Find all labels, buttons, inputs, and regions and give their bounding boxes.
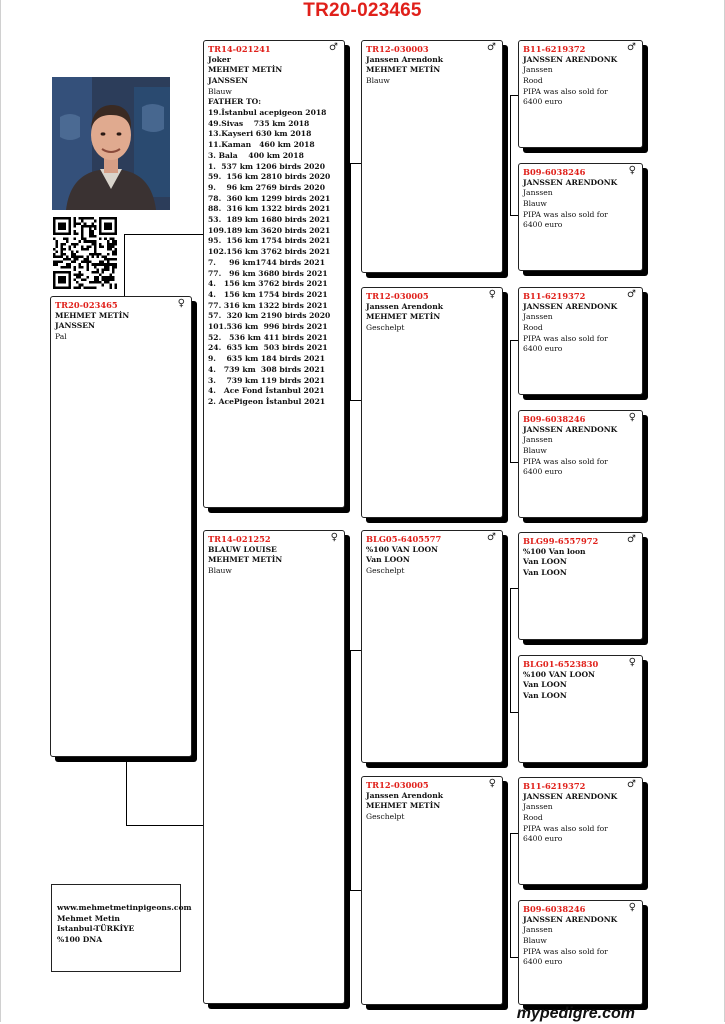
card-text-line: Van LOON bbox=[523, 680, 567, 690]
card-text-line: 24. 635 km 503 birds 2021 bbox=[208, 343, 328, 353]
card-text-line: Rood bbox=[523, 812, 543, 822]
card-text-line: 95. 156 km 1754 birds 2021 bbox=[208, 236, 331, 246]
card-text-line: JANSSEN ARENDONK bbox=[523, 54, 618, 64]
female-symbol-icon: ♀ bbox=[488, 778, 496, 789]
female-symbol-icon: ♀ bbox=[177, 298, 185, 309]
card-text-line: %100 VAN LOON bbox=[523, 669, 595, 679]
pedigree-card-sire-sire-sire[interactable] bbox=[518, 40, 643, 148]
ring-number: B11-6219372 bbox=[523, 44, 586, 54]
ring-number: BLG01-6523830 bbox=[523, 659, 599, 669]
breeder-name: Mehmet Metin bbox=[57, 913, 120, 923]
card-text-line: Janssen bbox=[523, 188, 553, 198]
card-text-line: Van LOON bbox=[523, 567, 567, 577]
pedigree-card-dam-dam[interactable] bbox=[361, 776, 503, 1005]
card-text-line: 13.Kayseri 630 km 2018 bbox=[208, 129, 312, 139]
card-text-line: Van LOON bbox=[366, 555, 410, 565]
card-text-line: Blauw bbox=[523, 935, 547, 945]
card-text-line: Janssen bbox=[523, 925, 553, 935]
ring-number: TR12-030005 bbox=[366, 780, 429, 790]
page-title: TR20-023465 bbox=[303, 0, 422, 21]
male-symbol-icon: ♂ bbox=[487, 42, 496, 53]
card-text-line: Janssen bbox=[523, 312, 553, 322]
card-text-line: JANSSEN ARENDONK bbox=[523, 424, 618, 434]
card-text-line: 6400 euro bbox=[523, 97, 563, 107]
card-text-line: 4. 156 km 3762 birds 2021 bbox=[208, 279, 328, 289]
card-text-line: 4. Ace Fond İstanbul 2021 bbox=[208, 386, 325, 396]
breeder-dna-note: %100 DNA bbox=[57, 934, 103, 944]
card-text-line: Rood bbox=[523, 322, 543, 332]
female-symbol-icon: ♀ bbox=[628, 902, 636, 913]
female-symbol-icon: ♀ bbox=[488, 289, 496, 300]
card-text-line: Blauw bbox=[208, 86, 232, 96]
card-text-line: Janssen bbox=[523, 435, 553, 445]
person-portrait-icon bbox=[52, 77, 170, 210]
card-text-line: JANSSEN ARENDONK bbox=[523, 301, 618, 311]
pedigree-card-dam-sire-dam[interactable] bbox=[518, 655, 643, 763]
card-text-line: Geschelpt bbox=[366, 811, 405, 821]
card-text-line: Blauw bbox=[523, 445, 547, 455]
card-text-line: PIPA was also sold for bbox=[523, 946, 608, 956]
card-text-line: JANSSEN ARENDONK bbox=[523, 914, 618, 924]
female-symbol-icon: ♀ bbox=[628, 165, 636, 176]
card-text-line: Janssen Arendonk bbox=[366, 54, 443, 64]
card-text-line: Blauw bbox=[366, 75, 390, 85]
card-text-line: 3. Bala 400 km 2018 bbox=[208, 150, 304, 160]
card-text-line: 77. 316 km 1322 birds 2021 bbox=[208, 300, 328, 310]
ring-number: TR14-021241 bbox=[208, 44, 271, 54]
card-text-line: Van LOON bbox=[523, 557, 567, 567]
brand-logo-text: mypedigre.com bbox=[516, 1005, 635, 1022]
pedigree-card-subject[interactable] bbox=[50, 296, 192, 757]
ring-number: B09-6038246 bbox=[523, 414, 586, 424]
male-symbol-icon: ♂ bbox=[329, 42, 338, 53]
card-text-line: Janssen bbox=[523, 802, 553, 812]
card-text-line: Janssen Arendonk bbox=[366, 790, 443, 800]
card-text-line: Joker bbox=[208, 54, 231, 64]
card-text-line: Rood bbox=[523, 75, 543, 85]
card-text-line: MEHMET METİN bbox=[366, 801, 441, 811]
card-text-line: 9. 96 km 2769 birds 2020 bbox=[208, 182, 325, 192]
male-symbol-icon: ♂ bbox=[487, 532, 496, 543]
pedigree-card-sire-sire[interactable] bbox=[361, 40, 503, 273]
ring-number: TR14-021252 bbox=[208, 534, 271, 544]
qr-code bbox=[53, 217, 117, 289]
ring-number: B11-6219372 bbox=[523, 781, 586, 791]
card-text-line: 78. 360 km 1299 birds 2021 bbox=[208, 193, 331, 203]
card-text-line: MEHMET METİN bbox=[55, 310, 130, 320]
pedigree-card-sire-sire-dam[interactable] bbox=[518, 163, 643, 271]
card-text-line: 6400 euro bbox=[523, 220, 563, 230]
card-text-line: 2. AcePigeon İstanbul 2021 bbox=[208, 397, 326, 406]
card-text-line: 9. 635 km 184 birds 2021 bbox=[208, 354, 325, 364]
card-text-line: Janssen bbox=[523, 65, 553, 75]
male-symbol-icon: ♂ bbox=[627, 289, 636, 300]
pedigree-card-dam-dam-dam[interactable] bbox=[518, 900, 643, 1005]
card-text-line: MEHMET METİN bbox=[208, 65, 283, 75]
ring-number: BLG99-6557972 bbox=[523, 536, 599, 546]
card-text-line: 109.189 km 3620 birds 2021 bbox=[208, 225, 331, 235]
card-text-line: Van LOON bbox=[523, 690, 567, 700]
pedigree-card-sire[interactable] bbox=[203, 40, 345, 508]
card-text-line: 6400 euro bbox=[523, 344, 563, 354]
male-symbol-icon: ♂ bbox=[627, 42, 636, 53]
card-text-line: 6400 euro bbox=[523, 957, 563, 967]
male-symbol-icon: ♂ bbox=[627, 779, 636, 790]
card-text-line: 1. 537 km 1206 birds 2020 bbox=[208, 161, 325, 171]
card-text-line: JANSSEN ARENDONK bbox=[523, 791, 618, 801]
card-text-line: 53. 189 km 1680 birds 2021 bbox=[208, 215, 331, 225]
card-text-line: PIPA was also sold for bbox=[523, 456, 608, 466]
card-text-line: PIPA was also sold for bbox=[523, 823, 608, 833]
male-symbol-icon: ♂ bbox=[627, 534, 636, 545]
card-text-line: 4. 739 km 308 birds 2021 bbox=[208, 364, 325, 374]
card-text-line: PIPA was also sold for bbox=[523, 209, 608, 219]
card-text-line: 102.156 km 3762 birds 2021 bbox=[208, 247, 331, 257]
pedigree-card-dam-dam-sire[interactable] bbox=[518, 777, 643, 885]
card-text-line: %100 Van loon bbox=[523, 546, 586, 556]
pedigree-card-dam[interactable] bbox=[203, 530, 345, 1004]
breeder-website[interactable]: www.mehmetmetinpigeons.com bbox=[57, 903, 192, 912]
ring-number: TR12-030005 bbox=[366, 291, 429, 301]
card-text-line: 77. 96 km 3680 birds 2021 bbox=[208, 268, 328, 278]
breeder-info-box bbox=[51, 884, 192, 972]
card-text-line: Geschelpt bbox=[366, 565, 405, 575]
card-text-line: 6400 euro bbox=[523, 834, 563, 844]
card-text-line: Pal bbox=[55, 331, 67, 341]
card-text-line: 19.İstanbul acepigeon 2018 bbox=[208, 108, 327, 118]
card-text-line: 101.536 km 996 birds 2021 bbox=[208, 322, 328, 332]
ring-number: B09-6038246 bbox=[523, 167, 586, 177]
card-text-line: JANSSEN bbox=[208, 75, 248, 85]
ring-number: B11-6219372 bbox=[523, 291, 586, 301]
card-text-line: 59. 156 km 2810 birds 2020 bbox=[208, 172, 331, 182]
card-text-line: BLAUW LOUISE bbox=[208, 544, 277, 554]
card-text-line: 6400 euro bbox=[523, 467, 563, 477]
card-text-line: 7. 96 km1744 birds 2021 bbox=[208, 257, 325, 267]
card-text-line: FATHER TO: bbox=[208, 97, 262, 107]
ring-number: BLG05-6405577 bbox=[366, 534, 442, 544]
breeder-photo bbox=[52, 77, 170, 210]
breeder-location: Istanbul-TÜRKİYE bbox=[57, 924, 135, 933]
card-text-line: Blauw bbox=[208, 565, 232, 575]
ring-number: TR12-030003 bbox=[366, 44, 429, 54]
card-text-line: MEHMET METİN bbox=[366, 65, 441, 75]
card-text-line: JANSSEN ARENDONK bbox=[523, 177, 618, 187]
card-text-line: Janssen Arendonk bbox=[366, 301, 443, 311]
card-text-line: 52. 536 km 411 birds 2021 bbox=[208, 332, 328, 342]
card-text-line: 49.Sivas 735 km 2018 bbox=[208, 118, 310, 128]
female-symbol-icon: ♀ bbox=[628, 412, 636, 423]
pedigree-card-dam-sire[interactable] bbox=[361, 530, 503, 763]
pedigree-card-sire-dam-dam[interactable] bbox=[518, 410, 643, 518]
female-symbol-icon: ♀ bbox=[330, 532, 338, 543]
pedigree-card-sire-dam[interactable] bbox=[361, 287, 503, 518]
card-text-line: 3. 739 km 119 birds 2021 bbox=[208, 375, 325, 385]
card-text-line: MEHMET METİN bbox=[366, 312, 441, 322]
card-text-line: 88. 316 km 1322 birds 2021 bbox=[208, 204, 331, 214]
card-text-line: 11.Kaman 460 km 2018 bbox=[208, 140, 315, 150]
card-text-line: PIPA was also sold for bbox=[523, 86, 608, 96]
card-text-line: 57. 320 km 2190 birds 2020 bbox=[208, 311, 331, 321]
ring-number: B09-6038246 bbox=[523, 904, 586, 914]
pedigree-card-sire-dam-sire[interactable] bbox=[518, 287, 643, 395]
card-text-line: %100 VAN LOON bbox=[366, 544, 438, 554]
qr-code-icon bbox=[53, 217, 117, 289]
pedigree-card-dam-sire-sire[interactable] bbox=[518, 532, 643, 640]
card-text-line: MEHMET METİN bbox=[208, 555, 283, 565]
card-text-line: PIPA was also sold for bbox=[523, 333, 608, 343]
card-text-line: 4. 156 km 1754 birds 2021 bbox=[208, 289, 328, 299]
card-text-line: Geschelpt bbox=[366, 322, 405, 332]
card-text-line: Blauw bbox=[523, 198, 547, 208]
ring-number: TR20-023465 bbox=[55, 300, 118, 310]
card-text-line: JANSSEN bbox=[55, 321, 95, 331]
female-symbol-icon: ♀ bbox=[628, 657, 636, 668]
